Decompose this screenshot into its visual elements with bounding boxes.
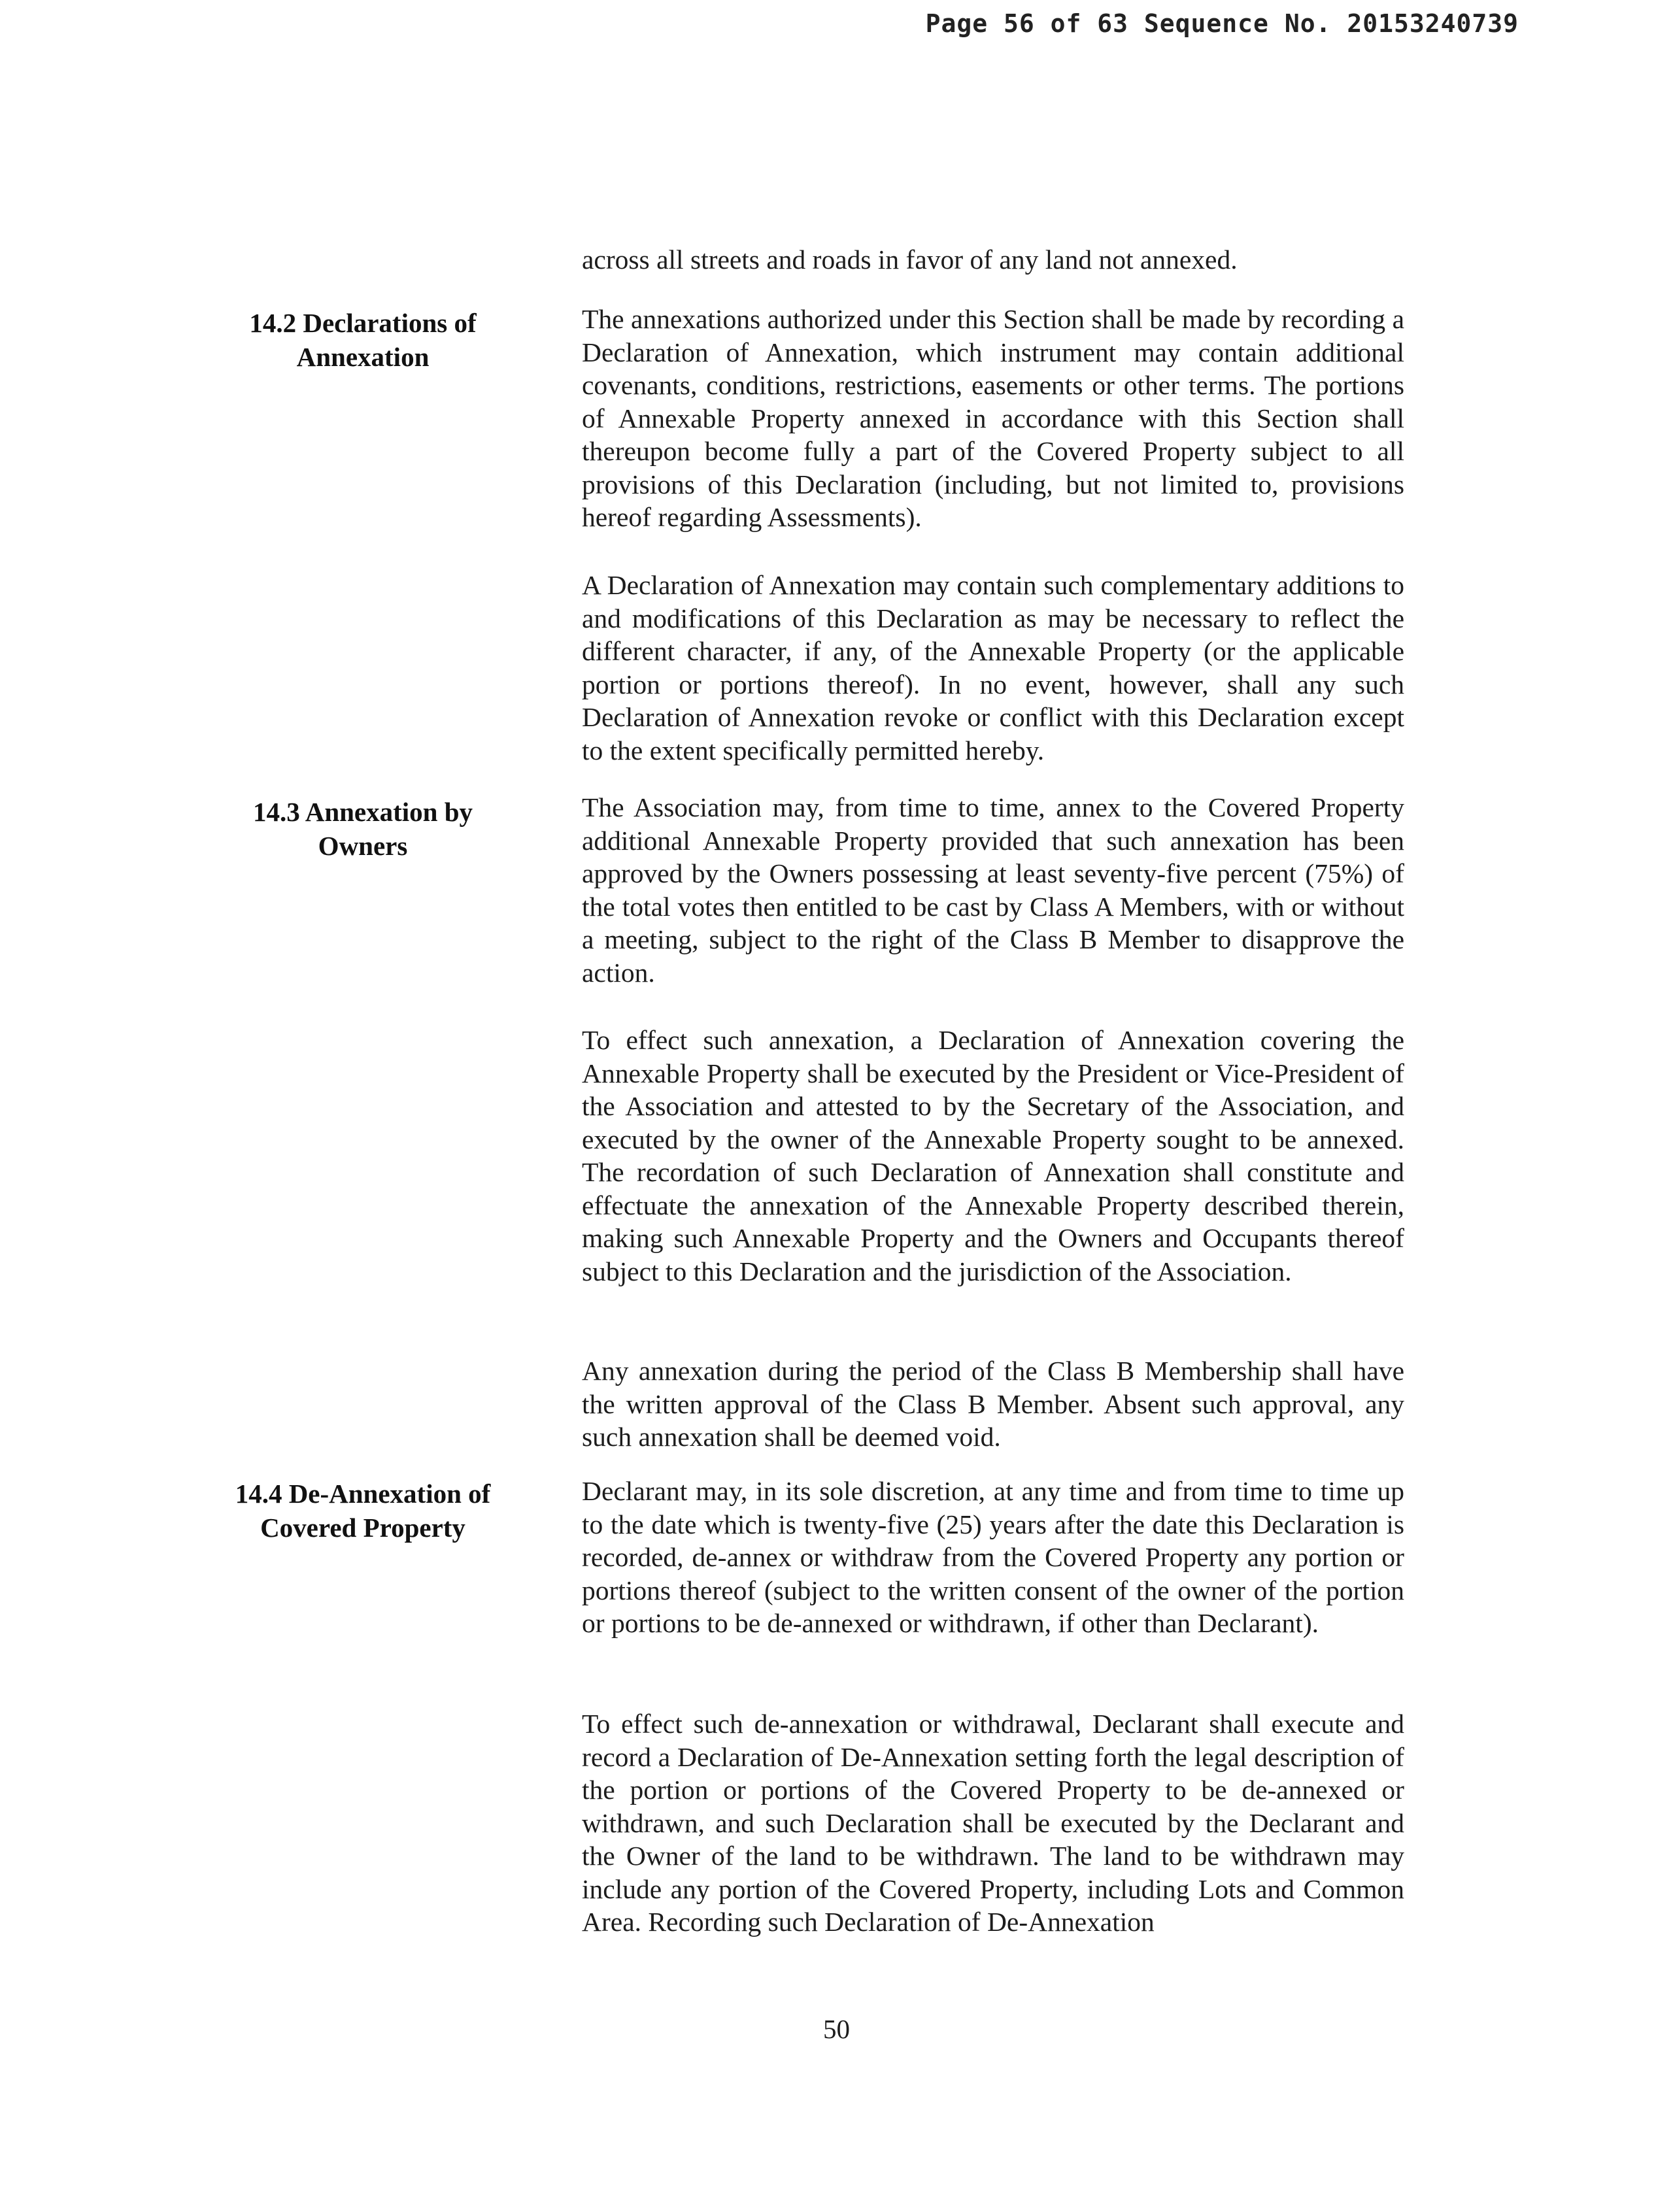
paragraph-14-3-b: To effect such annexation, a Declaration of Annexation covering the Annexable Property shall be executed by the President or Vice-President of the Association and attested to by the Secretary of the Association, and executed by the owner of the Annexable Property sought to be annexed. The recordation of such Declaration of Annexation shall constitute and effectuate the annexation of the Annexable Property described therein, making such Annexable Property and the Owners and Occupants thereof subject to this Declaration and the jurisdiction of the Association. bbox=[582, 1025, 1404, 1286]
paragraph-14-3-c: Any annexation during the period of the Class B Membership shall have the written approval of the Class B Member. Absent such approval, any such annexation shall be deemed void. bbox=[582, 1356, 1404, 1452]
paragraph-14-2-a: The annexations authorized under this Section shall be made by recording a Declaration of Annexation, which instrument may contain additional covenants, conditions, restrictions, easements or other terms. The portions of Annexable Property annexed in accordance with this Section shall thereupon become fully a part of the Covered Property subject to all provisions of this Declaration (including, but not limited to, provisions hereof regarding Assessments). bbox=[582, 304, 1404, 532]
section-heading-14-3: 14.3 Annexation by Owners bbox=[252, 797, 473, 861]
paragraph-14-2-b: A Declaration of Annexation may contain such complementary additions to and modifications of this Declaration as may be necessary to reflect the different character, if any, of the Annexable Property (or the applicable portion or portions thereof). In no event, however, shall any such Declaration of Annexation revoke or conflict with this Declaration except to the extent specifically permitted hereby. bbox=[582, 570, 1404, 765]
page-number: 50 bbox=[823, 2014, 850, 2044]
paragraph-14-3-a: The Association may, from time to time, annex to the Covered Property additional Annexable Property provided that such annexation has been approved by the Owners possessing at least seventy-five percent (75%) of the total votes then entitled to be cast by Class A Members, with or without a meeting, subject to the right of the Class B Member to disapprove the action. bbox=[582, 792, 1404, 988]
paragraph-continuation: across all streets and roads in favor of any land not annexed. bbox=[582, 244, 1238, 275]
section-heading-14-4: 14.4 De-Annexation of Covered Property bbox=[235, 1479, 491, 1543]
page-sequence-stamp: Page 56 of 63 Sequence No. 20153240739 bbox=[925, 9, 1519, 38]
paragraph-14-4-a: Declarant may, in its sole discretion, at any time and from time to time up to the date which is twenty-five (25) years after the date this Declaration is recorded, de-annex or withdraw from the Covered Property any portion or portions thereof (subject to the written consent of the owner of the portion or portions to be de-annexed or withdrawn, if other than Declarant). bbox=[582, 1476, 1404, 1638]
paragraph-14-4-b: To effect such de-annexation or withdrawal, Declarant shall execute and record a Declaration of De-Annexation setting forth the legal description of the portion or portions of the Covered Property to be de-annexed or withdrawn, and such Declaration shall be executed by the Declarant and the Owner of the land to be withdrawn. The land to be withdrawn may include any portion of the Covered Property, including Lots and Common Area. Recording such Declaration of De-Annexation bbox=[582, 1709, 1404, 1937]
section-heading-14-2: 14.2 Declarations of Annexation bbox=[249, 308, 477, 372]
